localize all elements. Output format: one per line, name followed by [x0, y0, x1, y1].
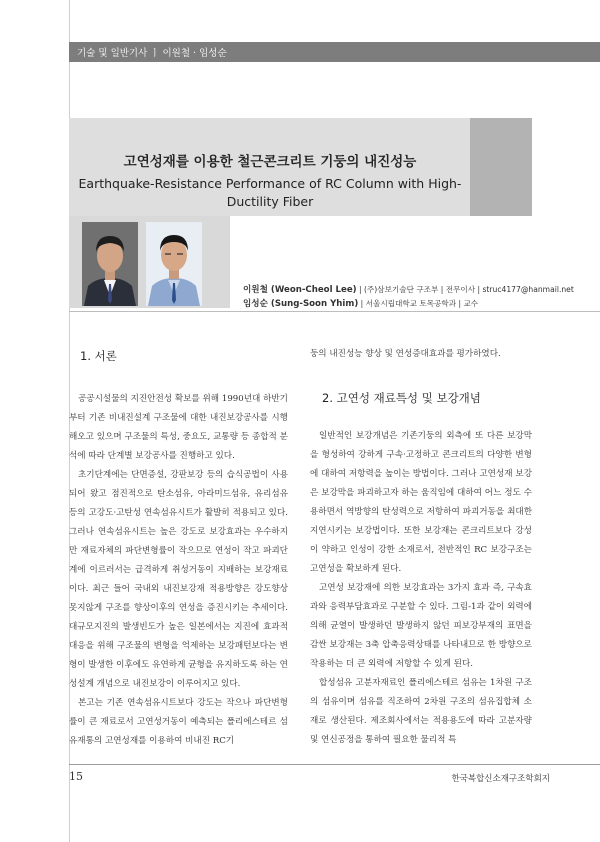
author-line-2 — [243, 297, 478, 309]
page-number: 15 — [69, 770, 83, 783]
journal-name: 한국복합신소재구조학회지 — [451, 774, 550, 784]
section-heading-1: 1. 서론 — [80, 349, 117, 363]
paragraph: 공공시설물의 지진안전성 확보를 위해 1990년대 하반기부터 기존 비내진설계 구조물에 대한 내진보강공사를 시행해오고 있으며 구조물의 특성, 중요도, 교통량 등 종합적 분석에 따라 단계별 보강공사를 진행하고 있다. — [69, 394, 288, 461]
running-head: 기술 및 일반기사 ㅣ 이원철 · 임성순 — [77, 48, 227, 59]
author-photo-1 — [82, 222, 138, 306]
paragraph: 둥의 내진성능 향상 및 연성증대효과를 평가하였다. — [310, 349, 501, 359]
footer-rule — [69, 764, 600, 765]
running-head-bar — [69, 42, 600, 62]
paragraph: 일반적인 보강개념은 기존기둥의 외측에 또 다른 보강막을 형성하여 강하게 구속·고정하고 콘크리트의 다양한 변형에 대하여 저항력을 높이는 방법이다. 그러나 고연성재 보강은 보강막을 파괴하고자 하는 움직임에 대하여 어느 정도 수용하면서 역방향의 탄성력으로 저항하여 파괴거동을 최대한 지연시키는 보강법이다. 또한 보강재는 콘크리트보다 강성이 약하고 인성이 강한 소재로서, 전반적인 RC 보강구조는 고연성을 확보하게 된다. — [310, 431, 532, 574]
title-accent-bar — [470, 118, 532, 216]
paragraph: 합성섬유 고분자재료인 폴리에스테르 섬유는 1차원 구조의 섬유이며 섬유를 직조하여 2차원 구조의 섬유집합체 소재로 생산된다. 제조회사에서는 적용용도에 따라 고분자량 및 연신공정을 통하여 필요한 물리적 특 — [310, 678, 532, 745]
paragraph: 초기단계에는 단면증설, 강판보강 등의 습식공법이 사용되어 왔고 점진적으로 탄소섬유, 아라미드섬유, 유리섬유 등의 고강도·고탄성 연속섬유시트가 활발히 적용되고 있다. 그러나 연속섬유시트는 높은 강도로 보강효과는 우수하지만 재료자체의 파단변형률이 작으므로 연성이 작고 파괴단계에 이르러서는 급격하게 취성거동이 지배하는 보강재료이다. 최근 들어 국내외 내진보강재 적용방향은 강도향상 못지않게 구조를 향상이후의 연성을 증진시키는 추세이다. 대규모지진의 발생빈도가 높은 일본에서는 지진에 효과적 대응을 위해 구조물의 변형을 억제하는 보강패턴보다는 변형이 발생한 이후에도 유연하게 균형을 유지하도록 하는 연성설계 개념으로 내진보강이 이루어지고 있다. — [69, 470, 288, 689]
left-column — [69, 390, 288, 751]
author-name: 임성순 (Sung-Soon Yhim) — [243, 299, 359, 309]
divider — [69, 311, 600, 312]
author-affiliation: | 서울시립대학교 토목공학과 | 교수 — [360, 299, 479, 308]
paragraph: 고연성 보강재에 의한 보강효과는 3가지 효과 즉, 구속효과와 응력부담효과로 구분할 수 있다. 그림-1과 같이 외력에 의해 균열이 발생하던 발생하지 않던 피보강부재의 표면을 감싼 보강재는 3축 압축응력상태를 나타내므로 한 방향으로 작용하는 더 큰 외력에 저항할 수 있게 된다. — [310, 583, 532, 669]
article-title-english: Earthquake-Resistance Performance of RC Column with High-Ductility Fiber — [78, 176, 462, 209]
section-heading-2: 2. 고연성 재료특성 및 보강개념 — [322, 391, 481, 405]
author-name: 이원철 (Weon-Cheol Lee) — [243, 285, 357, 295]
author-photo-2 — [146, 222, 202, 306]
right-column-carryover — [310, 345, 532, 364]
paragraph: 본고는 기존 연속섬유시트보다 강도는 작으나 파단변형률이 큰 재료로서 고연성거동이 예측되는 폴리에스테르 섬유재통의 고연성재를 이용하여 비내진 RC기 — [69, 698, 288, 746]
author-affiliation: | (주)삼보기술단 구조부 | 전무이사 | struc4177@hanmail.net — [359, 285, 574, 294]
article-title-korean: 고연성재를 이용한 철근콘크리트 기둥의 내진성능 — [123, 154, 417, 170]
right-column — [310, 427, 532, 750]
author-line-1 — [243, 283, 574, 295]
